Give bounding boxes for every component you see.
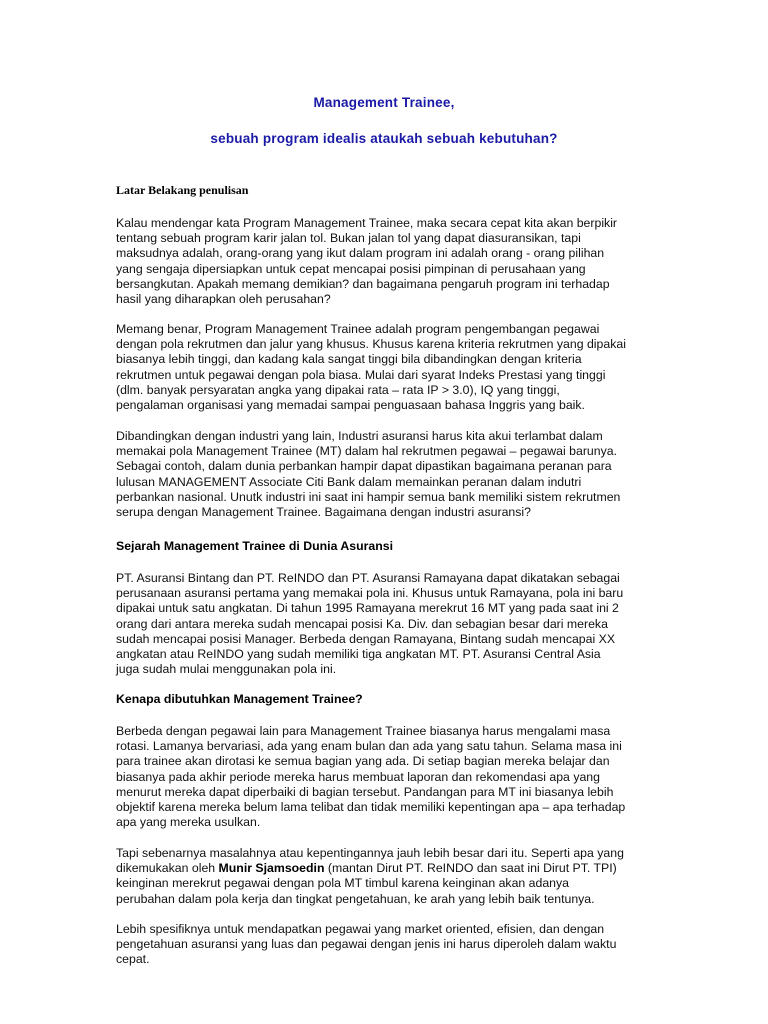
section-heading-sejarah: Sejarah Management Trainee di Dunia Asuransi (116, 539, 393, 553)
paragraph-line: perubahan dalam pola kerja dan tingkat pengetahuan, ke arah yang lebih baik tentunya. (116, 891, 595, 906)
paragraph-line: orang dari antara mereka sudah mencapai posisi Ka. Div. dan sebagian besar dari mereka (116, 616, 608, 631)
paragraph-line: pengetahuan asuransi yang luas dan pegawai dengan jenis ini harus diperoleh dalam waktu (116, 937, 617, 952)
paragraph-line: keinginan merekrut pegawai dengan pola MT timbul karena keinginan akan adanya (116, 876, 570, 891)
paragraph-line: Sebagai contoh, dalam dunia perbankan hampir dapat dipastikan bagaimana peranan para (116, 459, 612, 474)
paragraph-line: para trainee akan dirotasi ke semua bagian yang ada. Di setiap bagian mereka belajar dan (116, 754, 610, 769)
section-heading-latar-belakang: Latar Belakang penulisan (116, 183, 249, 197)
paragraph-line: Dibandingkan dengan industri yang lain, Industri asuransi harus kita akui terlambat dalam (116, 429, 603, 443)
paragraph-line (116, 861, 656, 876)
paragraph-line: Kalau mendengar kata Program Management Trainee, maka secara cepat kita akan berpikir (116, 216, 618, 230)
munir-line-suffix: (mantan Dirut PT. ReINDO dan saat ini Dirut PT. TPI) (324, 861, 617, 876)
paragraph (116, 429, 656, 520)
paragraph-line: rotasi. Lamanya bervariasi, ada yang enam bulan dan ada yang satu tahun. Selama masa ini (116, 739, 622, 754)
paragraph-line: objektif karena mereka belum lama telibat dan tidak memiliki kepentingan apa – apa terhadap (116, 800, 626, 815)
paragraph-line: memakai pola Management Trainee (MT) dalam hal rekrutmen pegawai – pegawai barunya. (116, 444, 618, 459)
paragraph-line: biasanya pada akhir periode mereka harus membuat laporan dan rekomendasi apa yang (116, 769, 600, 784)
paragraph-line: yang sengaja dipersiapkan untuk cepat mencapai posisi pimpinan di perusahaan yang (116, 261, 586, 276)
paragraph-line: apa yang mereka usulkan. (116, 815, 261, 830)
paragraph-line: biasanya lebih tinggi, dan kadang kala sangat tinggi bila dibandingkan dengan kriteria (116, 352, 582, 367)
paragraph (116, 724, 656, 830)
paragraph-line: pengalaman organisasi yang memadai sampai penguasaan bahasa Inggris yang baik. (116, 398, 585, 413)
munir-name: Munir Sjamsoedin (218, 861, 325, 876)
paragraph-line: Tapi sebenarnya masalahnya atau kepentingannya jauh lebih besar dari itu. Seperti apa yang (116, 846, 624, 860)
paragraph-line: lulusan MANAGEMENT Associate Citi Bank dalam memainkan peranan dalam indutri (116, 474, 582, 489)
paragraph-line: sudah mencapai posisi Manager. Berbeda dengan Ramayana, Bintang sudah mencapai XX (116, 631, 616, 646)
paragraph-line: Berbeda dengan pegawai lain para Management Trainee biasanya harus mengalami masa (116, 724, 611, 738)
paragraph-line: perbankan nasional. Unutk industri ini saat ini hampir semua bank memiliki sistem rekrutmen (116, 489, 621, 504)
section-heading-kenapa: Kenapa dibutuhkan Management Trainee? (116, 692, 363, 706)
paragraph (116, 846, 656, 907)
munir-line-prefix: dikemukakan oleh (116, 861, 219, 876)
document-title: Management Trainee, (313, 95, 455, 110)
paragraph-line: perusanaan asuransi pertama yang memakai pola ini. Khusus untuk Ramayana, pola ini baru (116, 586, 624, 601)
document-subtitle: sebuah program idealis ataukah sebuah kebutuhan? (210, 131, 558, 146)
paragraph-line: serupa dengan Management Trainee. Bagaimana dengan industri asuransi? (116, 505, 531, 520)
paragraph-line: angkatan atau ReINDO yang sudah memiliki tiga angkatan MT. PT. Asuransi Central Asia (116, 647, 601, 662)
paragraph-line: bersangkutan. Apakah memang demikian? dan bagaimana pengaruh program ini terhadap (116, 276, 610, 291)
paragraph-line: cepat. (116, 952, 150, 967)
paragraph-line: Memang benar, Program Management Trainee adalah program pengembangan pegawai (116, 322, 600, 336)
paragraph-line: juga sudah mulai menggunakan pola ini. (116, 662, 337, 677)
paragraph-line: dipakai untuk satu angkatan. Di tahun 1995 Ramayana merekrut 16 MT yang pada saat ini 2 (116, 601, 619, 616)
paragraph (116, 322, 656, 413)
paragraph-line: Lebih spesifiknya untuk mendapatkan pegawai yang market oriented, efisien, dan dengan (116, 922, 605, 936)
paragraph-line: tentang sebuah program karir jalan tol. Bukan jalan tol yang dapat diasuransikan, tapi (116, 231, 581, 246)
paragraph-line: PT. Asuransi Bintang dan PT. ReINDO dan PT. Asuransi Ramayana dapat dikatakan sebagai (116, 571, 620, 585)
paragraph-line: menurut mereka dapat diperbaiki di bagian tersebut. Pandangan para MT ini biasanya lebih (116, 784, 614, 799)
paragraph-line: (dlm. banyak persyaratan angka yang dipakai rata – rata IP > 3.0), IQ yang tinggi, (116, 382, 560, 397)
paragraph-line: dengan pola rekrutmen dan jalur yang khusus. Khusus karena kriteria rekrutmen yang dipakai (116, 337, 626, 352)
paragraph-line: rekrutmen untuk pegawai dengan pola biasa. Mulai dari syarat Indeks Prestasi yang tinggi (116, 367, 606, 382)
paragraph (116, 216, 656, 307)
paragraph (116, 922, 656, 968)
paragraph-line: hasil yang diharapkan oleh perusahan? (116, 292, 331, 307)
paragraph-line: maksudnya adalah, orang-orang yang ikut dalam program ini adalah orang - orang pilihan (116, 246, 605, 261)
paragraph (116, 571, 656, 677)
